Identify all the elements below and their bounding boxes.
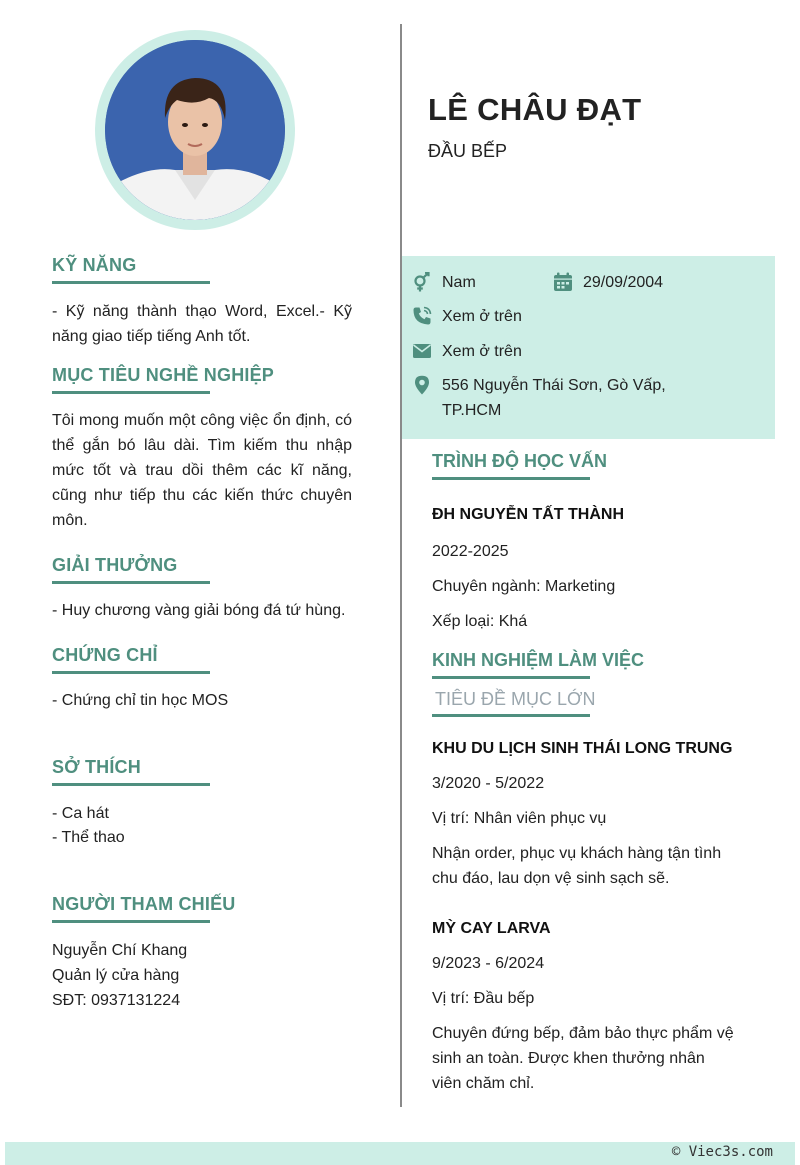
certificates-title: CHỨNG CHỈ bbox=[52, 645, 158, 665]
skills-underline bbox=[52, 281, 210, 284]
phone-icon bbox=[412, 306, 432, 326]
candidate-role: ĐẦU BẾP bbox=[428, 141, 508, 161]
experience-underline bbox=[432, 676, 590, 679]
birthday-value: 29/09/2004 bbox=[583, 274, 664, 291]
objective-section bbox=[52, 365, 352, 533]
footer-copyright: © Viec3s.com bbox=[671, 1144, 773, 1160]
objective-title: MỤC TIÊU NGHỀ NGHIỆP bbox=[52, 365, 275, 385]
job-position: Vị trí: Đầu bếp bbox=[432, 990, 535, 1007]
avatar-portrait bbox=[105, 40, 285, 220]
hobby-item: - Thể thao bbox=[52, 829, 125, 846]
job-description-line: Chuyên đứng bếp, đảm bảo thực phẩm vệ bbox=[432, 1025, 734, 1042]
calendar-icon bbox=[553, 272, 573, 292]
education-school: ĐH NGUYỄN TẤT THÀNH bbox=[432, 506, 624, 523]
job-period: 9/2023 - 6/2024 bbox=[432, 955, 545, 972]
reference-name: Nguyễn Chí Khang bbox=[52, 942, 188, 959]
job-item bbox=[432, 920, 762, 1096]
gender-row bbox=[412, 270, 476, 295]
awards-section bbox=[52, 555, 352, 623]
education-major: Chuyên ngành: Marketing bbox=[432, 578, 616, 595]
skills-section bbox=[52, 255, 352, 349]
experience-section bbox=[432, 650, 762, 1096]
skills-text: - Kỹ năng thành thạo Word, Excel.- Kỹ năng giao tiếp tiếng Anh tốt. bbox=[52, 303, 352, 345]
email-value: Xem ở trên bbox=[442, 343, 522, 360]
avatar bbox=[105, 40, 285, 220]
footer-bar bbox=[5, 1142, 795, 1165]
certificates-section bbox=[52, 645, 352, 713]
hobbies-section bbox=[52, 757, 352, 850]
contact-panel bbox=[402, 256, 775, 439]
certificates-underline bbox=[52, 671, 210, 674]
objective-underline bbox=[52, 391, 210, 394]
hobby-item: - Ca hát bbox=[52, 805, 109, 822]
education-grade: Xếp loại: Khá bbox=[432, 613, 528, 630]
gender-icon bbox=[412, 272, 432, 292]
email-row bbox=[412, 339, 522, 364]
awards-underline bbox=[52, 581, 210, 584]
reference-phone: SĐT: 0937131224 bbox=[52, 992, 181, 1009]
education-title: TRÌNH ĐỘ HỌC VẤN bbox=[432, 451, 607, 471]
phone-row bbox=[412, 304, 522, 329]
job-description-line: viên chăm chỉ. bbox=[432, 1075, 535, 1092]
job-description-line: Nhận order, phục vụ khách hàng tận tình bbox=[432, 845, 722, 862]
gender-value: Nam bbox=[442, 274, 476, 291]
experience-title: KINH NGHIỆM LÀM VIỆC bbox=[432, 650, 645, 670]
column-divider bbox=[400, 24, 402, 1107]
job-period: 3/2020 - 5/2022 bbox=[432, 775, 545, 792]
hobbies-title: SỞ THÍCH bbox=[52, 757, 141, 777]
references-title: NGƯỜI THAM CHIẾU bbox=[52, 894, 236, 914]
education-years: 2022-2025 bbox=[432, 543, 509, 560]
address-line-2: TP.HCM bbox=[442, 402, 502, 419]
reference-position: Quản lý cửa hàng bbox=[52, 967, 180, 984]
references-underline bbox=[52, 920, 210, 923]
experience-subtitle: TIÊU ĐỀ MỤC LỚN bbox=[435, 689, 596, 709]
experience-subtitle-underline bbox=[432, 714, 590, 717]
references-section bbox=[52, 894, 352, 1013]
address-row bbox=[412, 373, 666, 423]
education-section bbox=[432, 451, 762, 634]
job-company: KHU DU LỊCH SINH THÁI LONG TRUNG bbox=[432, 740, 733, 757]
job-item bbox=[432, 740, 762, 891]
awards-text: - Huy chương vàng giải bóng đá tứ hùng. bbox=[52, 602, 346, 619]
objective-text: Tôi mong muốn một công việc ổn định, có thể gắn bó lâu dài. Tìm kiếm thu nhập mức tốt và trau dồi thêm các kĩ năng, cũng như tiếp thu các kiến thức chuyên môn. bbox=[52, 412, 352, 529]
skills-title: KỸ NĂNG bbox=[52, 255, 137, 275]
avatar-frame bbox=[95, 30, 295, 230]
left-column bbox=[52, 255, 352, 1013]
job-company: MỲ CAY LARVA bbox=[432, 920, 551, 937]
address-line-1: 556 Nguyễn Thái Sơn, Gò Vấp, bbox=[442, 377, 666, 394]
birthday-row bbox=[553, 270, 663, 295]
mail-icon bbox=[412, 341, 432, 361]
job-description-line: chu đáo, lau dọn vệ sinh sạch sẽ. bbox=[432, 870, 670, 887]
certificates-text: - Chứng chỉ tin học MOS bbox=[52, 692, 229, 709]
candidate-name: LÊ CHÂU ĐẠT bbox=[428, 92, 642, 127]
location-pin-icon bbox=[412, 375, 432, 395]
phone-value: Xem ở trên bbox=[442, 308, 522, 325]
job-description-line: sinh an toàn. Được khen thưởng nhân bbox=[432, 1050, 705, 1067]
hobbies-underline bbox=[52, 783, 210, 786]
job-position: Vị trí: Nhân viên phục vụ bbox=[432, 810, 607, 827]
education-underline bbox=[432, 477, 590, 480]
awards-title: GIẢI THƯỞNG bbox=[52, 555, 178, 575]
